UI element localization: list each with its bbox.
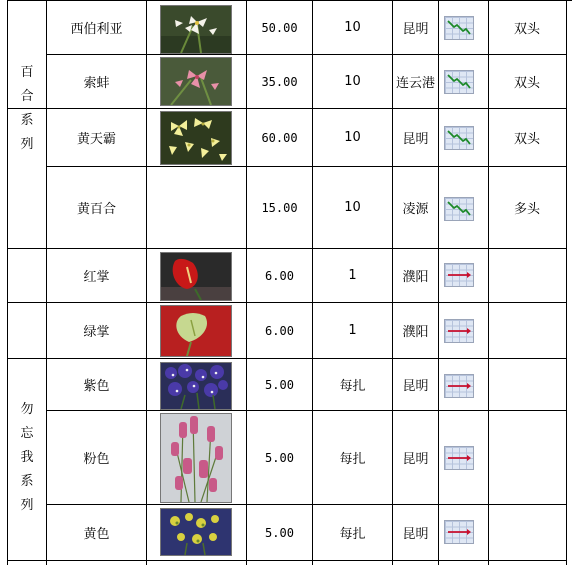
cell-origin: 昆明 <box>402 452 429 467</box>
cell-note <box>489 249 565 302</box>
cell-price: 5.00 <box>265 525 294 540</box>
purple-statice-photo <box>160 362 232 410</box>
cell-qty: 1 <box>348 268 357 283</box>
grid-line <box>46 0 47 565</box>
series-label-lily <box>8 54 46 164</box>
series-char: 系 <box>20 474 34 489</box>
trend-flat-icon <box>444 374 474 398</box>
grid-line <box>7 358 566 359</box>
grid-line <box>246 0 247 565</box>
series-char: 系 <box>20 113 34 128</box>
cell-qty: 1 <box>348 323 357 338</box>
cell-note <box>489 303 565 358</box>
cell-origin: 濮阳 <box>402 325 429 340</box>
cell-origin: 昆明 <box>402 22 429 37</box>
trend-down-icon <box>444 197 474 221</box>
cell-price: 5.00 <box>265 377 294 392</box>
cell-qty: 10 <box>344 130 361 145</box>
series-char: 勿 <box>20 402 34 417</box>
cell-note: 双头 <box>513 22 540 37</box>
trend-flat-icon <box>444 446 474 470</box>
cell-qty: 10 <box>344 20 361 35</box>
cell-price: 35.00 <box>261 74 298 89</box>
grid-line <box>7 302 566 303</box>
red-anthurium-photo <box>160 252 232 301</box>
cell-name: 西伯利亚 <box>70 22 123 37</box>
cell-origin: 濮阳 <box>402 270 429 285</box>
series-char: 我 <box>20 450 34 465</box>
grid-line <box>438 0 439 565</box>
grid-line <box>146 0 147 565</box>
cell-note: 双头 <box>513 132 540 147</box>
cell-name: 黄色 <box>83 527 110 542</box>
cell-price: 15.00 <box>261 200 298 215</box>
cell-qty: 10 <box>344 200 361 215</box>
cell-origin: 连云港 <box>395 76 435 91</box>
cell-price: 50.00 <box>261 20 298 35</box>
trend-flat-icon <box>444 319 474 343</box>
trend-flat-icon <box>444 520 474 544</box>
cell-origin: 昆明 <box>402 132 429 147</box>
cell-note <box>489 505 565 560</box>
grid-line <box>7 248 566 249</box>
cell-name: 黄百合 <box>76 202 116 217</box>
cell-price: 6.00 <box>265 323 294 338</box>
series-char: 列 <box>20 498 34 513</box>
cell-qty: 每扎 <box>339 527 366 542</box>
cell-name: 黄天霸 <box>76 132 116 147</box>
yellow-lily-photo <box>160 111 232 165</box>
grid-line <box>392 0 393 565</box>
cell-origin: 凌源 <box>402 202 429 217</box>
cell-note: 双头 <box>513 76 540 91</box>
cell-note <box>489 411 565 504</box>
series-char: 合 <box>20 89 34 104</box>
grid-line <box>312 0 313 565</box>
cell-name: 红掌 <box>83 270 110 285</box>
cell-price: 5.00 <box>265 450 294 465</box>
grid-line <box>488 0 489 565</box>
grid-line <box>7 560 566 561</box>
cell-qty: 每扎 <box>339 379 366 394</box>
trend-down-icon <box>444 126 474 150</box>
cell-price: 60.00 <box>261 130 298 145</box>
trend-down-icon <box>444 16 474 40</box>
cell-note: 多头 <box>513 202 540 217</box>
cell-name: 紫色 <box>83 379 110 394</box>
cell-price: 6.00 <box>265 268 294 283</box>
cell-note <box>489 359 565 410</box>
cell-name: 索蚌 <box>83 76 110 91</box>
pink-lily-photo <box>160 57 232 106</box>
grid-line <box>566 0 567 565</box>
cell-name: 绿掌 <box>83 325 110 340</box>
series-char: 忘 <box>20 426 34 441</box>
cell-origin: 昆明 <box>402 527 429 542</box>
trend-flat-icon <box>444 263 474 287</box>
grid-line <box>7 0 8 565</box>
trend-down-icon <box>444 70 474 94</box>
green-anthurium-photo <box>160 305 232 357</box>
series-char: 百 <box>20 65 34 80</box>
white-lily-photo <box>160 5 232 54</box>
yellow-statice-photo <box>160 508 232 556</box>
cell-qty: 每扎 <box>339 452 366 467</box>
cell-qty: 10 <box>344 74 361 89</box>
cell-origin: 昆明 <box>402 379 429 394</box>
cell-name: 粉色 <box>83 452 110 467</box>
series-char: 列 <box>20 137 34 152</box>
series-label-forget-me-not <box>8 388 46 528</box>
pink-statice-photo <box>160 413 232 503</box>
grid-line <box>7 108 566 109</box>
